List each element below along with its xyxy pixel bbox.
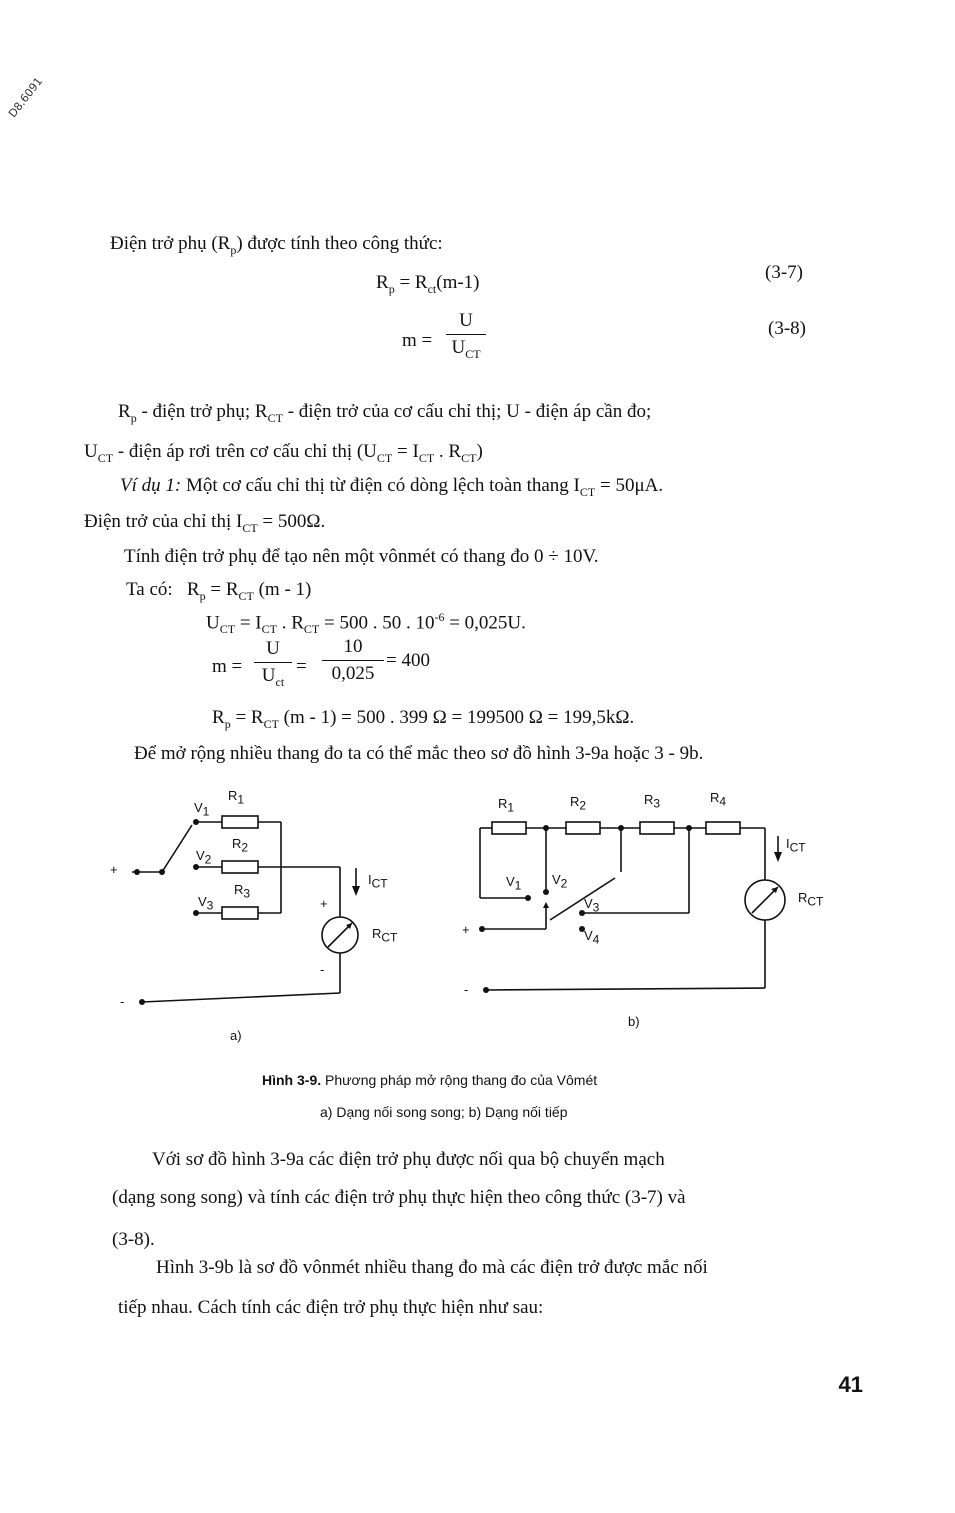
paragraph-2-line-1: Hình 3-9b là sơ đồ vônmét nhiều thang đo mà các điện trở được mắc nối (156, 1257, 708, 1278)
diagram-b-v4: $V_4$ (584, 928, 600, 947)
diagram-b-rct: $R_{CT}$ (798, 890, 824, 909)
diagram-b-r3: $R_3$ (644, 792, 661, 811)
calc-line-4: $R_p = R_{CT}$ (m - 1) = 500 . 399 Ω = 199500 Ω = 199,5kΩ. (212, 707, 635, 731)
diagram-a-v1: $V_1$ (194, 800, 210, 819)
diagram-a-r2: $R_2$ (232, 836, 249, 855)
paragraph-1-line-1: Với sơ đồ hình 3-9a các điện trở phụ được nối qua bộ chuyển mạch (152, 1149, 665, 1170)
diagram-a-v3: $V_3$ (198, 894, 214, 913)
diagram-a-r1: $R_1$ (228, 788, 245, 807)
calc-line-3-result: = 400 (386, 650, 430, 671)
diagram-b-r1: $R_1$ (498, 796, 515, 815)
page-number: 41 (838, 1372, 863, 1397)
paragraph-1-line-2: (dạng song song) và tính các điện trở phụ thực hiện theo công thức (3-7) và (112, 1187, 686, 1208)
calc-line-3-eq: = (296, 656, 307, 677)
calc-line-2: $U_{CT} = I_{CT}$ . $R_{CT} = 500$ . 50 . $10^{-6} = 0,025U$. (206, 610, 526, 637)
diagram-a-minus: - (120, 994, 125, 1009)
diagram-a-ict: $I_{CT}$ (368, 872, 388, 891)
equation-number-3-8: (3-8) (768, 318, 806, 339)
intro-line: Điện trở phụ $(R_p)$ được tính theo công thức: (110, 233, 443, 257)
resistance-line: Điện trở của chỉ thị $I_{CT} = 500\Omega$. (84, 511, 326, 535)
calc-line-3-m: m = (212, 656, 243, 677)
calc-line-1: Ta có: $R_p = R_{CT}$ (m - 1) (126, 579, 312, 603)
paragraph-1-line-3: (3-8). (112, 1229, 155, 1250)
equation-3-7: $R_p = R_{ct}(m-1)$ (376, 272, 480, 296)
diagram-b-r4: $R_4$ (710, 790, 727, 809)
definitions-line-2: $U_{CT}$ - điện áp rơi trên cơ cấu chỉ thị ($U_{CT} = I_{CT}$ . $R_{CT}$) (84, 441, 483, 465)
example-line: Ví dụ 1: Một cơ cấu chỉ thị từ điện có dòng lệch toàn thang $I_{CT} = 50\mu A$. (120, 475, 664, 499)
diagram-a-meter-minus: - (320, 962, 325, 977)
figure-caption: Hình 3-9. Phương pháp mở rộng thang đo của Vômét (262, 1072, 598, 1088)
library-stamp: D8.6091 (6, 74, 46, 121)
extend-line: Để mở rộng nhiều thang đo ta có thể mắc theo sơ đồ hình 3-9a hoặc 3 - 9b. (134, 743, 704, 764)
circuit-diagram-a (100, 780, 430, 1060)
calc-fraction-1: U $U_{ct}$ (254, 638, 292, 690)
paragraph-2-line-2: tiếp nhau. Cách tính các điện trở phụ thực hiện như sau: (118, 1297, 544, 1318)
diagram-b-v3: $V_3$ (584, 896, 600, 915)
diagram-a-plus: + (110, 862, 118, 877)
diagram-a-rct: $R_{CT}$ (372, 926, 398, 945)
calc-fraction-2: 10 0,025 (322, 636, 384, 685)
diagram-b-plus: + (462, 922, 470, 937)
definitions-line-1: $R_p$ - điện trở phụ; $R_{CT}$ - điện trở của cơ cấu chỉ thị; U - điện áp cần đo; (118, 401, 652, 425)
diagram-a-v2: $V_2$ (196, 848, 212, 867)
diagram-b-ict: $I_{CT}$ (786, 836, 806, 855)
diagram-b-r2: $R_2$ (570, 794, 587, 813)
diagram-a-meter-plus: + (320, 896, 328, 911)
diagram-b-label: b) (628, 1014, 640, 1029)
equation-3-8-fraction: U $U_{CT}$ (446, 310, 486, 362)
equation-number-3-7: (3-7) (765, 262, 803, 283)
figure-caption-sub: a) Dạng nối song song; b) Dạng nối tiếp (320, 1104, 568, 1120)
task-line: Tính điện trở phụ để tạo nên một vônmét có thang đo 0 ÷ 10V. (124, 546, 599, 567)
circuit-diagram-b (460, 780, 840, 1010)
diagram-b-v1: $V_1$ (506, 874, 522, 893)
diagram-a-r3: $R_3$ (234, 882, 251, 901)
equation-3-8-lhs: m = (402, 330, 433, 351)
diagram-b-v2: $V_2$ (552, 872, 568, 891)
diagram-b-minus: - (464, 982, 469, 997)
diagram-a-label: a) (230, 1028, 242, 1043)
